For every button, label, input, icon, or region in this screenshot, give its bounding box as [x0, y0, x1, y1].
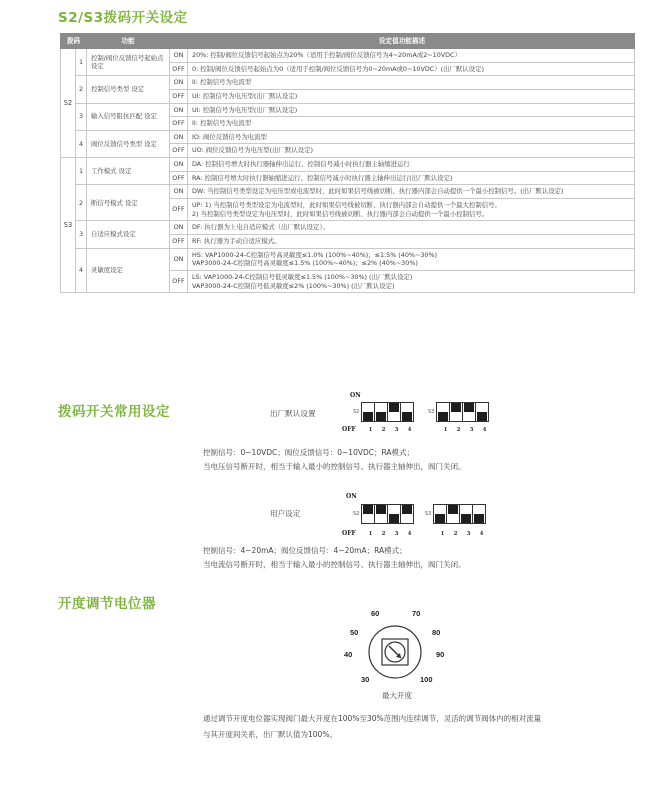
switch-number: 2	[381, 531, 386, 537]
switch-numbers-s2	[364, 531, 416, 537]
switch-group-name: S3	[428, 409, 435, 415]
dial-label-80: 80	[432, 628, 441, 637]
function-cell: 控制信号类型 设定	[87, 76, 170, 103]
switch-bank	[361, 402, 414, 422]
dial-label-60: 60	[371, 609, 380, 618]
off-label: OFF	[342, 530, 356, 537]
dial-caption: 最大开度	[382, 691, 412, 700]
state-cell: ON	[170, 185, 188, 199]
switch-number-cell: 1	[76, 49, 87, 76]
function-cell: 输入信号阻抗匹配 设定	[87, 103, 170, 130]
dip-switch-3	[388, 403, 401, 421]
switch-knob	[376, 505, 386, 514]
switch-knob	[402, 505, 412, 514]
switch-knob	[402, 412, 412, 421]
dip-switch-4	[401, 505, 413, 523]
dial-label-90: 90	[436, 650, 445, 659]
switch-knob	[461, 514, 471, 523]
switch-group-s3	[425, 504, 486, 524]
dip-switch-2	[375, 403, 388, 421]
switch-number: 4	[407, 427, 412, 433]
switch-group-name: S3	[425, 511, 432, 517]
switch-numbers-s2	[364, 427, 416, 433]
dip-switch-3	[460, 505, 473, 523]
state-cell: ON	[170, 130, 188, 144]
switch-knob	[389, 514, 399, 523]
user-para-1: 控制信号：4~20mA；阀位反馈信号：4~20mA；RA模式；	[203, 546, 407, 555]
switch-bank	[361, 504, 414, 524]
section-title-s2-s3: S2/S3拨码开关设定	[58, 10, 188, 26]
switch-knob	[451, 403, 461, 412]
description-cell: RF: 执行器为手动自适应模式。	[188, 234, 635, 248]
switch-knob	[477, 412, 487, 421]
state-cell: OFF	[170, 62, 188, 76]
switch-bank	[436, 402, 489, 422]
switch-knob	[363, 505, 373, 514]
function-cell: 阀位反馈信号类型 设定	[87, 130, 170, 157]
switch-number-cell: 3	[76, 103, 87, 130]
state-cell: ON	[170, 49, 188, 63]
switch-number-cell: 4	[76, 248, 87, 293]
state-cell: OFF	[170, 270, 188, 292]
switch-number: 1	[443, 427, 448, 433]
switch-number-cell: 1	[76, 158, 87, 185]
dial-desc-2: 与其开度间关系，出厂默认值为100%。	[203, 730, 337, 739]
dial-desc-1: 通过调节开度电位器实现阀门最大开度在100%至30%范围内连续调节，灵活的调节阀体内的相对流量	[203, 714, 542, 723]
section-title-potentiometer: 开度调节电位器	[58, 596, 156, 612]
switch-number-cell: 4	[76, 130, 87, 157]
state-cell: ON	[170, 248, 188, 270]
on-label: ON	[346, 493, 357, 500]
on-label: ON	[350, 392, 361, 399]
function-cell: 工作模式 设定	[87, 158, 170, 185]
switch-numbers-s3	[439, 427, 491, 433]
switch-group-cell: S3	[61, 158, 76, 293]
state-cell: ON	[170, 221, 188, 235]
switch-number: 4	[407, 531, 412, 537]
switch-knob	[474, 514, 484, 523]
switch-number: 4	[479, 531, 484, 537]
table-row	[61, 221, 635, 235]
switch-knob	[363, 412, 373, 421]
switch-number: 3	[469, 427, 474, 433]
description-cell: DW: 当控制信号类型设定为电压型或电流型时，此时如果信号线被切断、执行器内部会自动提供一个最小控制信号。(出厂默认设定)	[188, 185, 635, 199]
factory-para-2: 当电压信号断开时，相当于输入最小的控制信号、执行器主轴伸出，阀门关闭。	[203, 462, 466, 471]
switch-number: 2	[456, 427, 461, 433]
state-cell: OFF	[170, 89, 188, 103]
dial-label-50: 50	[350, 628, 359, 637]
dip-switch-spec-table	[60, 33, 635, 293]
description-cell: 20%: 控制/阀位反馈信号起始点为20%（适用于控制/阀位反馈信号为4~20mA或2~10VDC）	[188, 49, 635, 63]
section-title-common-settings: 拨码开关常用设定	[58, 404, 170, 420]
description-cell: UO: 阀位反馈信号为电压型(出厂默认设定)	[188, 144, 635, 158]
description-cell: DA: 控制信号增大时执行器轴伸出运行、控制信号减小时执行器主轴缩进运行	[188, 158, 635, 172]
description-cell: HS: VAP1000-24-C控制信号高灵敏度≤1.0% (100%~40%)；≤1.5% (40%~30%) VAP3000-24-C控制信号高灵敏度≤1.5% (100%~40%)；≤2% (40%~30%)	[188, 248, 635, 270]
description-cell: 0: 控制/阀位反馈信号起始点为0（适用于控制/阀位反馈信号为0~20mA或0~10VDC）(出厂默认设定)	[188, 62, 635, 76]
state-cell: OFF	[170, 171, 188, 185]
description-cell: LS: VAP1000-24-C控制信号低灵敏度≤1.5% (100%~30%) (出厂默认设定) VAP3000-24-C控制信号低灵敏度≤2% (100%~30%) (出厂默认设定)	[188, 270, 635, 292]
user-setting-label: 用户设定	[270, 509, 301, 518]
dip-switch-3	[463, 403, 476, 421]
dip-switch-3	[388, 505, 401, 523]
table-row	[61, 49, 635, 63]
switch-number: 2	[453, 531, 458, 537]
description-cell: II: 控制信号为电流型	[188, 76, 635, 90]
switch-number: 4	[482, 427, 487, 433]
dip-switch-1	[362, 403, 375, 421]
description-cell: IO: 阀位反馈信号为电流型	[188, 130, 635, 144]
factory-default-label: 出厂默认设置	[270, 409, 316, 418]
switch-group-s2	[353, 402, 414, 422]
dial-label-30: 30	[361, 675, 370, 684]
dip-switch-4	[473, 505, 485, 523]
switch-number: 3	[466, 531, 471, 537]
table-row	[61, 248, 635, 270]
switch-knob	[438, 412, 448, 421]
description-cell: RA: 控制信号增大时执行器轴缩进运行、控制信号减小时执行器主轴伸出运行(出厂默认设定)	[188, 171, 635, 185]
dip-switch-1	[434, 505, 447, 523]
state-cell: OFF	[170, 234, 188, 248]
dip-switch-2	[450, 403, 463, 421]
table-row	[61, 103, 635, 117]
switch-group-name: S2	[353, 511, 360, 517]
dip-switch-1	[437, 403, 450, 421]
switch-group-name: S2	[353, 409, 360, 415]
dip-switch-2	[375, 505, 388, 523]
table-row	[61, 76, 635, 90]
function-cell: 灵敏度设定	[87, 248, 170, 293]
switch-number: 1	[368, 531, 373, 537]
off-label: OFF	[342, 426, 356, 433]
switch-number-cell: 2	[76, 185, 87, 221]
state-cell: ON	[170, 158, 188, 172]
factory-switch-diagram	[342, 392, 510, 437]
description-cell: II: 控制信号为电流型	[188, 117, 635, 131]
switch-number: 2	[381, 427, 386, 433]
switch-numbers-s3	[436, 531, 488, 537]
table-header-dip: 拨码	[61, 34, 87, 49]
state-cell: ON	[170, 76, 188, 90]
switch-number: 1	[440, 531, 445, 537]
switch-bank	[433, 504, 486, 524]
switch-group-cell: S2	[61, 49, 76, 158]
switch-number-cell: 2	[76, 76, 87, 103]
state-cell: OFF	[170, 144, 188, 158]
state-cell: OFF	[170, 199, 188, 221]
factory-para-1: 控制信号：0~10VDC；阀位反馈信号：0~10VDC；RA模式；	[203, 448, 415, 457]
switch-group-s3	[428, 402, 489, 422]
table-header-function: 功能	[87, 34, 170, 49]
switch-knob	[435, 514, 445, 523]
function-cell: 控制/阀位反馈信号起始点设定	[87, 49, 170, 76]
switch-number-cell: 3	[76, 221, 87, 248]
switch-knob	[464, 403, 474, 412]
table-row	[61, 158, 635, 172]
state-cell: ON	[170, 103, 188, 117]
table-row	[61, 185, 635, 199]
dip-switch-4	[476, 403, 488, 421]
dial-label-100: 100	[420, 675, 433, 684]
dip-switch-4	[401, 403, 413, 421]
switch-number: 3	[394, 427, 399, 433]
user-para-2: 当电流信号断开时，相当于输入最小的控制信号、执行器主轴伸出，阀门关闭。	[203, 560, 466, 569]
switch-knob	[448, 505, 458, 514]
switch-knob	[376, 412, 386, 421]
switch-number: 3	[394, 531, 399, 537]
switch-group-s2	[353, 504, 414, 524]
dip-switch-1	[362, 505, 375, 523]
description-cell: UI: 控制信号为电压型(出厂默认设定)	[188, 103, 635, 117]
dial-label-40: 40	[344, 650, 353, 659]
description-cell: UP: 1) 当控制信号类型设定为电流型时，此时如果信号线被切断、执行器内部会自动提供一个最大控制信号。 2) 当控制信号类型设定为电压型时，此时如果信号线被切断、执行器内部会自动提供一个最小控制信号。	[188, 199, 635, 221]
switch-knob	[389, 403, 399, 412]
table-header-description: 设定值功能描述	[170, 34, 635, 49]
switch-number: 1	[368, 427, 373, 433]
user-switch-diagram	[342, 493, 510, 538]
table-row	[61, 130, 635, 144]
dial-label-70: 70	[412, 609, 421, 618]
dip-switch-2	[447, 505, 460, 523]
state-cell: OFF	[170, 117, 188, 131]
function-cell: 断信号模式 设定	[87, 185, 170, 221]
description-cell: DF: 执行器为上电自适应模式（出厂默认设定）。	[188, 221, 635, 235]
description-cell: UI: 控制信号为电压型(出厂默认设定)	[188, 89, 635, 103]
function-cell: 自适应模式设定	[87, 221, 170, 248]
